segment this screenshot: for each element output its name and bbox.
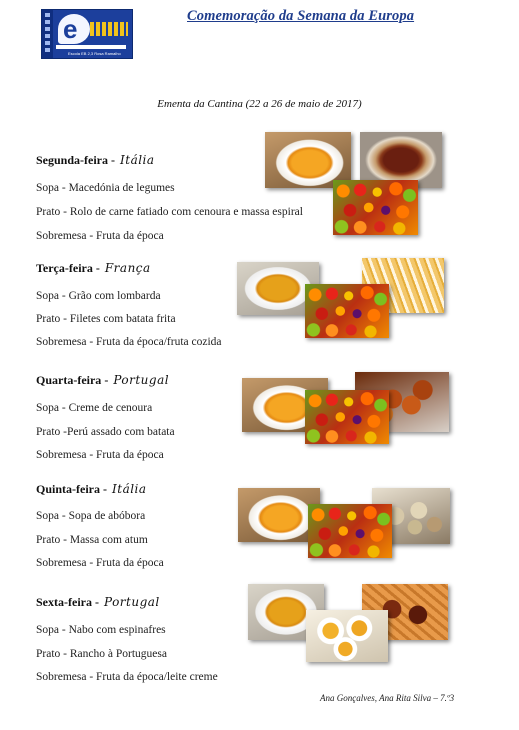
main-dish-item-monday: Prato - Rolo de carne fatiado com cenoura e massa espiral [36, 206, 303, 218]
soup-item-tuesday: Sopa - Grão com lombarda [36, 290, 161, 302]
country-name: Itália [112, 482, 147, 496]
dessert-item-friday: Sobremesa - Fruta da época/leite creme [36, 671, 218, 683]
main-dish-item-tuesday: Prato - Filetes com batata frita [36, 313, 176, 325]
menu-title: Ementa da Cantina (22 a 26 de maio de 2017) [157, 98, 362, 110]
soup-item-wednesday: Sopa - Creme de cenoura [36, 402, 153, 414]
day-name: Quinta-feira [36, 482, 100, 496]
fruit-photo [305, 284, 389, 338]
main-dish-item-thursday: Prato - Massa com atum [36, 534, 148, 546]
day-heading-tuesday [36, 261, 151, 276]
day-separator: - [103, 482, 107, 496]
day-separator: - [95, 261, 100, 275]
day-separator: - [111, 153, 115, 167]
dessert-item-tuesday: Sobremesa - Fruta da época/fruta cozida [36, 336, 222, 348]
fruit-photo [305, 390, 389, 444]
day-name: Terça-feira [36, 261, 93, 275]
country-name: Portugal [113, 373, 170, 387]
day-name: Quarta-feira [36, 373, 102, 387]
country-name: França [104, 261, 151, 275]
main-dish-item-friday: Prato - Rancho à Portuguesa [36, 648, 167, 660]
author-signature: Ana Gonçalves, Ana Rita Silva – 7.º3 [320, 693, 455, 703]
leite-creme-photo [306, 610, 388, 662]
day-heading-wednesday [36, 373, 169, 388]
day-separator: - [94, 595, 99, 609]
school-logo: e Escola EB 2,3 Rosa Ramalho [41, 9, 133, 59]
day-heading-monday [36, 153, 155, 168]
soup-item-thursday: Sopa - Sopa de abóbora [36, 510, 146, 522]
page-title: Comemoração da Semana da Europa [187, 8, 415, 24]
day-heading-thursday [36, 482, 147, 497]
logo-caption: Escola EB 2,3 Rosa Ramalho [68, 51, 121, 56]
dessert-item-monday: Sobremesa - Fruta da época [36, 230, 164, 242]
day-name: Sexta-feira [36, 595, 92, 609]
soup-item-monday: Sopa - Macedónia de legumes [36, 182, 175, 194]
day-heading-friday [36, 595, 160, 610]
soup-item-friday: Sopa - Nabo com espinafres [36, 624, 166, 636]
country-name: Itália [120, 153, 155, 167]
fruit-photo [308, 504, 392, 558]
day-separator: - [104, 373, 109, 387]
fruit-photo [333, 180, 418, 235]
country-name: Portugal [103, 595, 160, 609]
dessert-item-thursday: Sobremesa - Fruta da época [36, 557, 164, 569]
main-dish-item-wednesday: Prato -Perú assado com batata [36, 426, 175, 438]
dessert-item-wednesday: Sobremesa - Fruta da época [36, 449, 164, 461]
day-name: Segunda-feira [36, 153, 108, 167]
